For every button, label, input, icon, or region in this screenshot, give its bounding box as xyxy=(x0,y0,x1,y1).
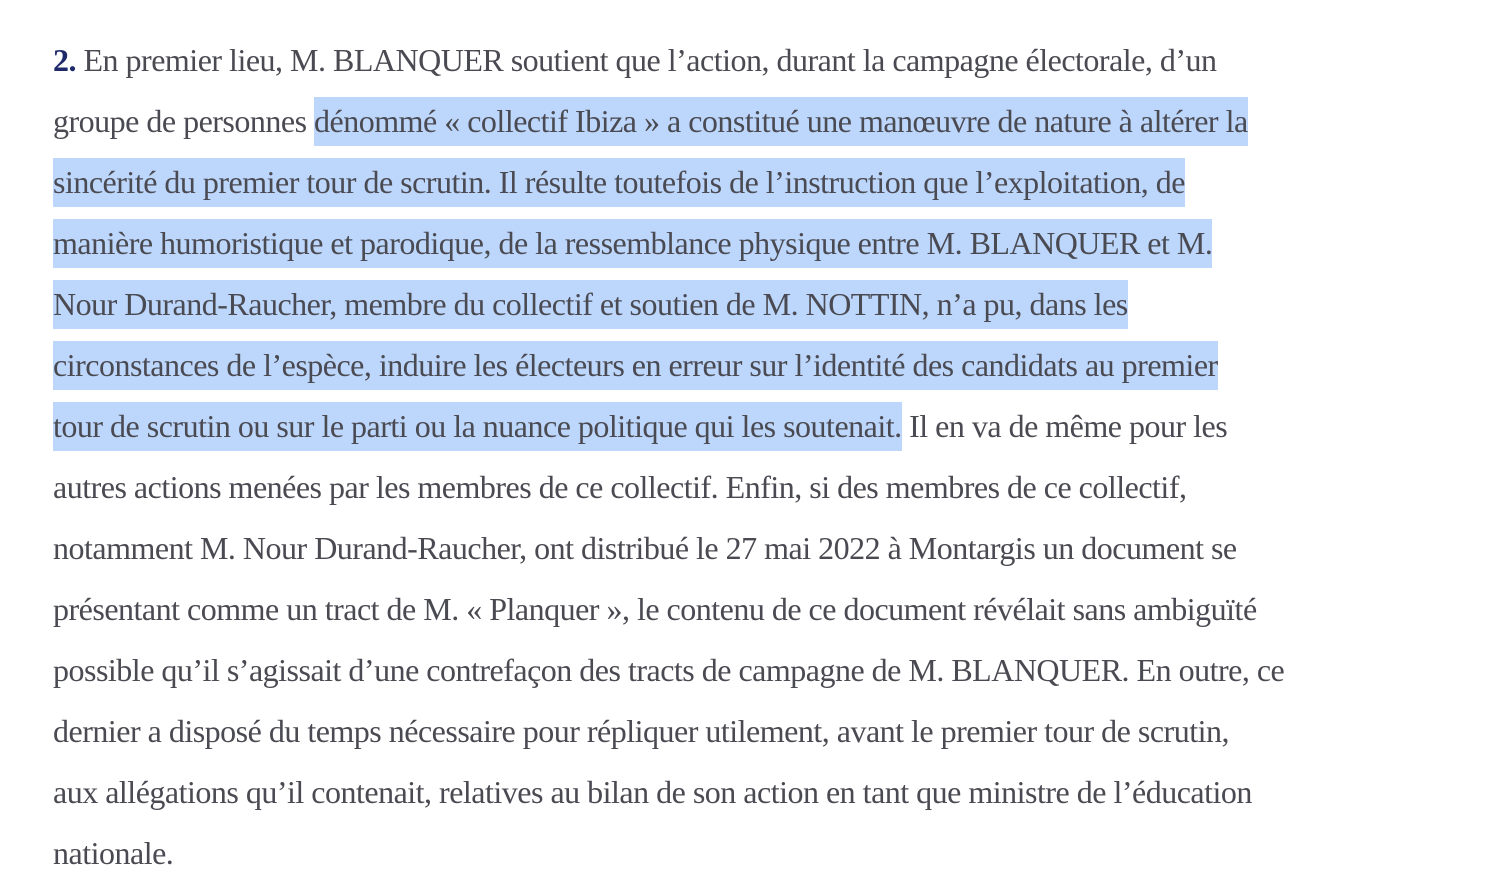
text-line xyxy=(53,30,1284,91)
text-line xyxy=(53,762,1284,823)
line-text: présentant comme un tract de M. « Planquer », le contenu de ce document révélait sans ambiguïté xyxy=(53,591,1257,627)
highlighted-selection[interactable]: tour de scrutin ou sur le parti ou la nuance politique qui les soutenait. xyxy=(53,402,902,451)
line-text: En premier lieu, M. BLANQUER soutient que l’action, durant la campagne électorale, d’un xyxy=(76,42,1217,78)
highlighted-selection[interactable]: dénommé « collectif Ibiza » a constitué une manœuvre de nature à altérer la xyxy=(314,97,1248,146)
text-line xyxy=(53,213,1284,274)
text-line xyxy=(53,274,1284,335)
line-text: aux allégations qu’il contenait, relatives au bilan de son action en tant que ministre de l’éducation xyxy=(53,774,1252,810)
text-line xyxy=(53,579,1284,640)
text-line xyxy=(53,396,1284,457)
text-line xyxy=(53,152,1284,213)
text-line xyxy=(53,823,1284,884)
text-line xyxy=(53,640,1284,701)
text-line xyxy=(53,335,1284,396)
text-line xyxy=(53,457,1284,518)
text-line xyxy=(53,701,1284,762)
line-text: nationale. xyxy=(53,835,174,871)
highlighted-selection[interactable]: Nour Durand-Raucher, membre du collectif et soutien de M. NOTTIN, n’a pu, dans les xyxy=(53,280,1128,329)
line-text: notamment M. Nour Durand-Raucher, ont distribué le 27 mai 2022 à Montargis un document se xyxy=(53,530,1237,566)
highlighted-selection[interactable]: sincérité du premier tour de scrutin. Il résulte toutefois de l’instruction que l’exploitation, de xyxy=(53,158,1185,207)
line-text: autres actions menées par les membres de ce collectif. Enfin, si des membres de ce collectif, xyxy=(53,469,1187,505)
paragraph-2[interactable] xyxy=(53,30,1284,884)
paragraph-number: 2. xyxy=(53,42,76,78)
highlighted-selection[interactable]: manière humoristique et parodique, de la ressemblance physique entre M. BLANQUER et M. xyxy=(53,219,1212,268)
line-text: possible qu’il s’agissait d’une contrefaçon des tracts de campagne de M. BLANQUER. En outre, ce xyxy=(53,652,1285,688)
text-line xyxy=(53,518,1284,579)
line-text: groupe de personnes xyxy=(53,103,315,139)
line-text: Il en va de même pour les xyxy=(901,408,1228,444)
line-text: dernier a disposé du temps nécessaire pour répliquer utilement, avant le premier tour de scrutin, xyxy=(53,713,1229,749)
highlighted-selection[interactable]: circonstances de l’espèce, induire les électeurs en erreur sur l’identité des candidats au premier xyxy=(53,341,1218,390)
text-line xyxy=(53,91,1284,152)
